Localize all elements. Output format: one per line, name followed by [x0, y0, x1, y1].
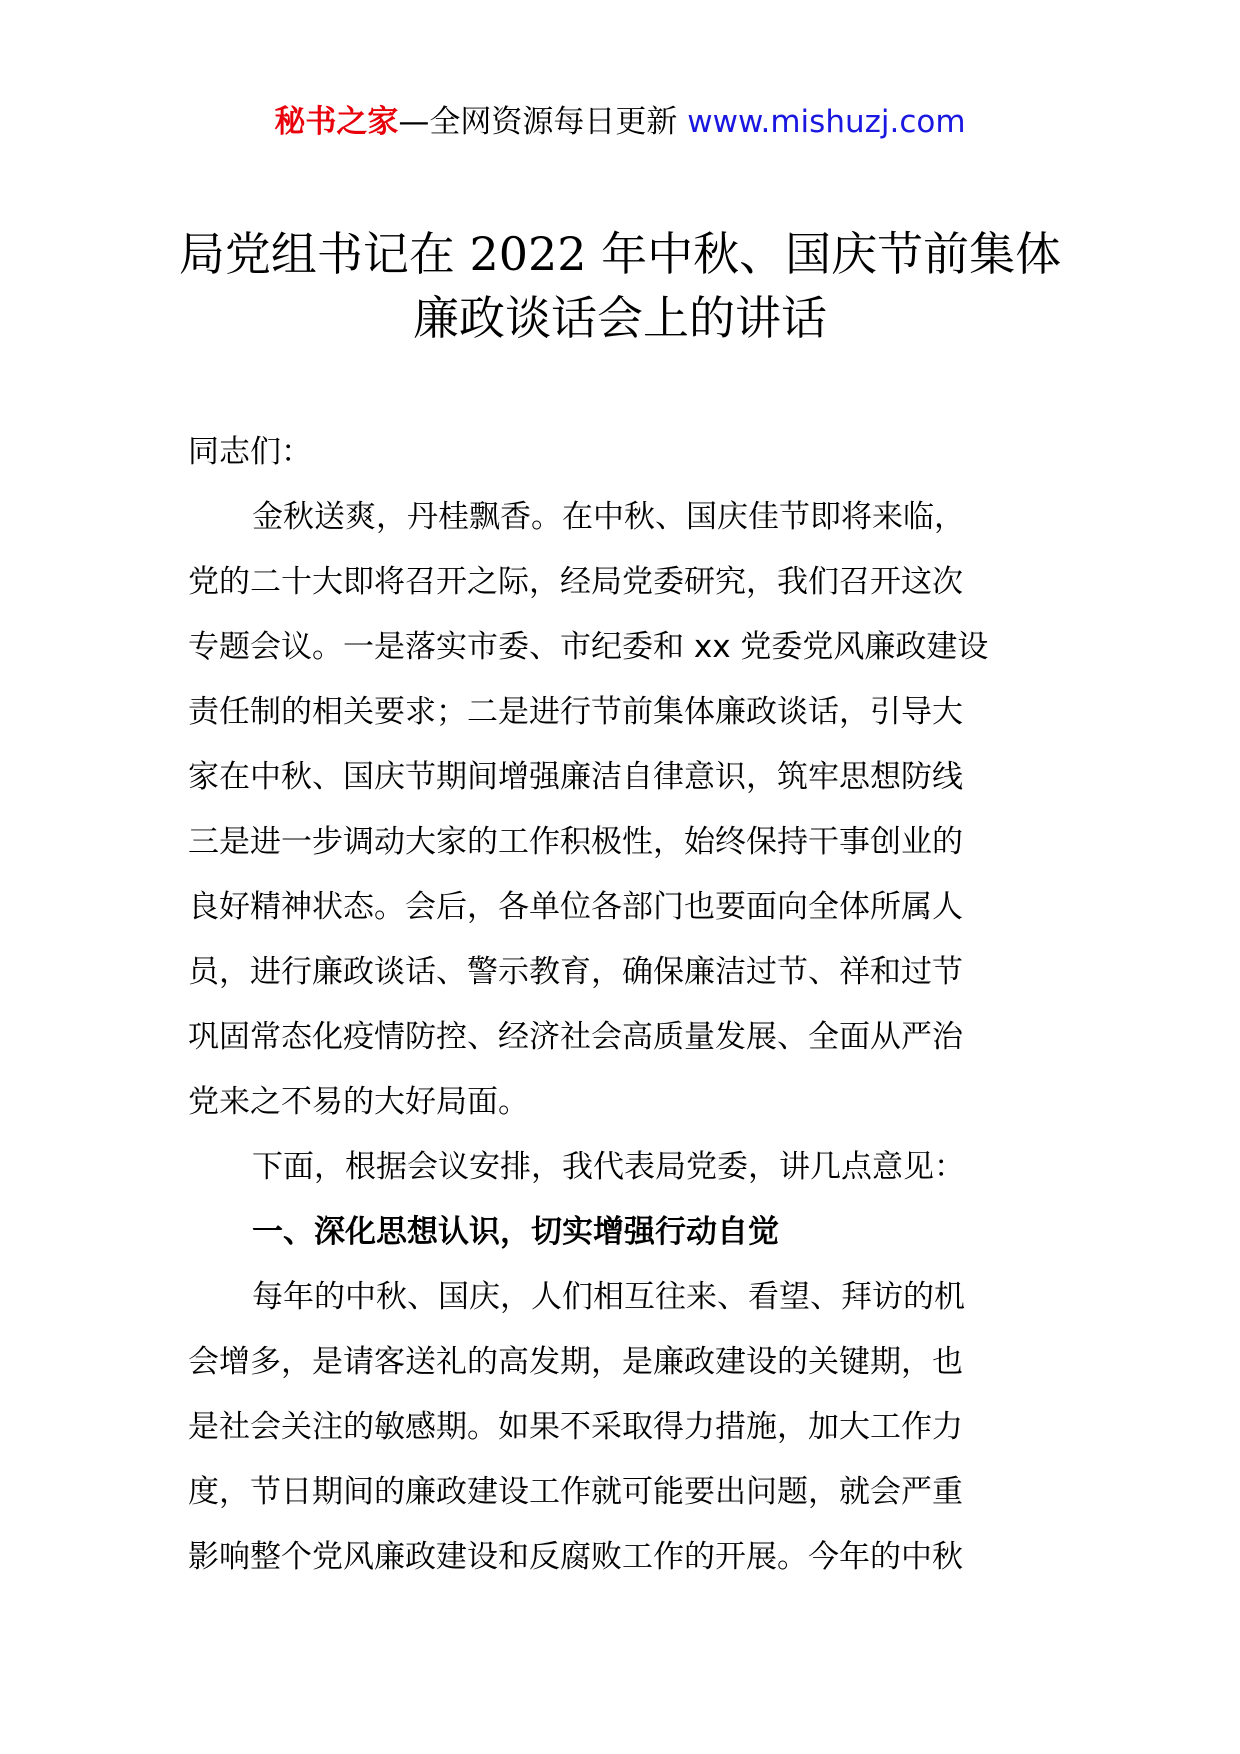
site-url-link[interactable]: www.mishuzj.com: [687, 104, 966, 140]
brand-name: 秘书之家: [274, 104, 399, 140]
section-heading: 一、深化思想认识，切实增强行动自觉: [252, 1214, 779, 1250]
paragraph-line: 会增多，是请客送礼的高发期，是廉政建设的关键期，也: [188, 1344, 963, 1380]
paragraph-line: 员，进行廉政谈话、警示教育，确保廉洁过节、祥和过节: [188, 954, 963, 990]
paragraph-line: 党的二十大即将召开之际，经局党委研究，我们召开这次: [188, 564, 963, 600]
document-title: [120, 222, 1120, 350]
salutation: 同志们：: [188, 434, 312, 470]
paragraph-line: 度，节日期间的廉政建设工作就可能要出问题，就会严重: [188, 1474, 963, 1510]
paragraph-line: 下面，根据会议安排，我代表局党委，讲几点意见：: [252, 1149, 965, 1185]
paragraph-line: 三是进一步调动大家的工作积极性，始终保持干事创业的: [188, 824, 963, 860]
paragraph-line: 影响整个党风廉政建设和反腐败工作的开展。今年的中秋: [188, 1539, 963, 1575]
paragraph-line: 党来之不易的大好局面。: [188, 1084, 529, 1120]
paragraph-line: 金秋送爽，丹桂飘香。在中秋、国庆佳节即将来临，: [252, 499, 965, 535]
paragraph-line: 巩固常态化疫情防控、经济社会高质量发展、全面从严治: [188, 1019, 963, 1055]
document-body: [188, 420, 1060, 1590]
paragraph-line: 是社会关注的敏感期。如果不采取得力措施，加大工作力: [188, 1409, 963, 1445]
paragraph-line: 良好精神状态。会后，各单位各部门也要面向全体所属人: [188, 889, 963, 925]
paragraph-line: 专题会议。一是落实市委、市纪委和 xx 党委党风廉政建设: [188, 629, 989, 665]
title-line-2: 廉政谈话会上的讲话: [413, 291, 827, 345]
paragraph-line: 家在中秋、国庆节期间增强廉洁自律意识，筑牢思想防线: [188, 759, 963, 795]
paragraph-line: 责任制的相关要求；二是进行节前集体廉政谈话，引导大: [188, 694, 963, 730]
site-header: [0, 100, 1240, 144]
header-tagline: —全网资源每日更新: [398, 104, 688, 140]
paragraph-line: 每年的中秋、国庆，人们相互往来、看望、拜访的机: [252, 1279, 965, 1315]
title-line-1: 局党组书记在 2022 年中秋、国庆节前集体: [178, 227, 1062, 281]
